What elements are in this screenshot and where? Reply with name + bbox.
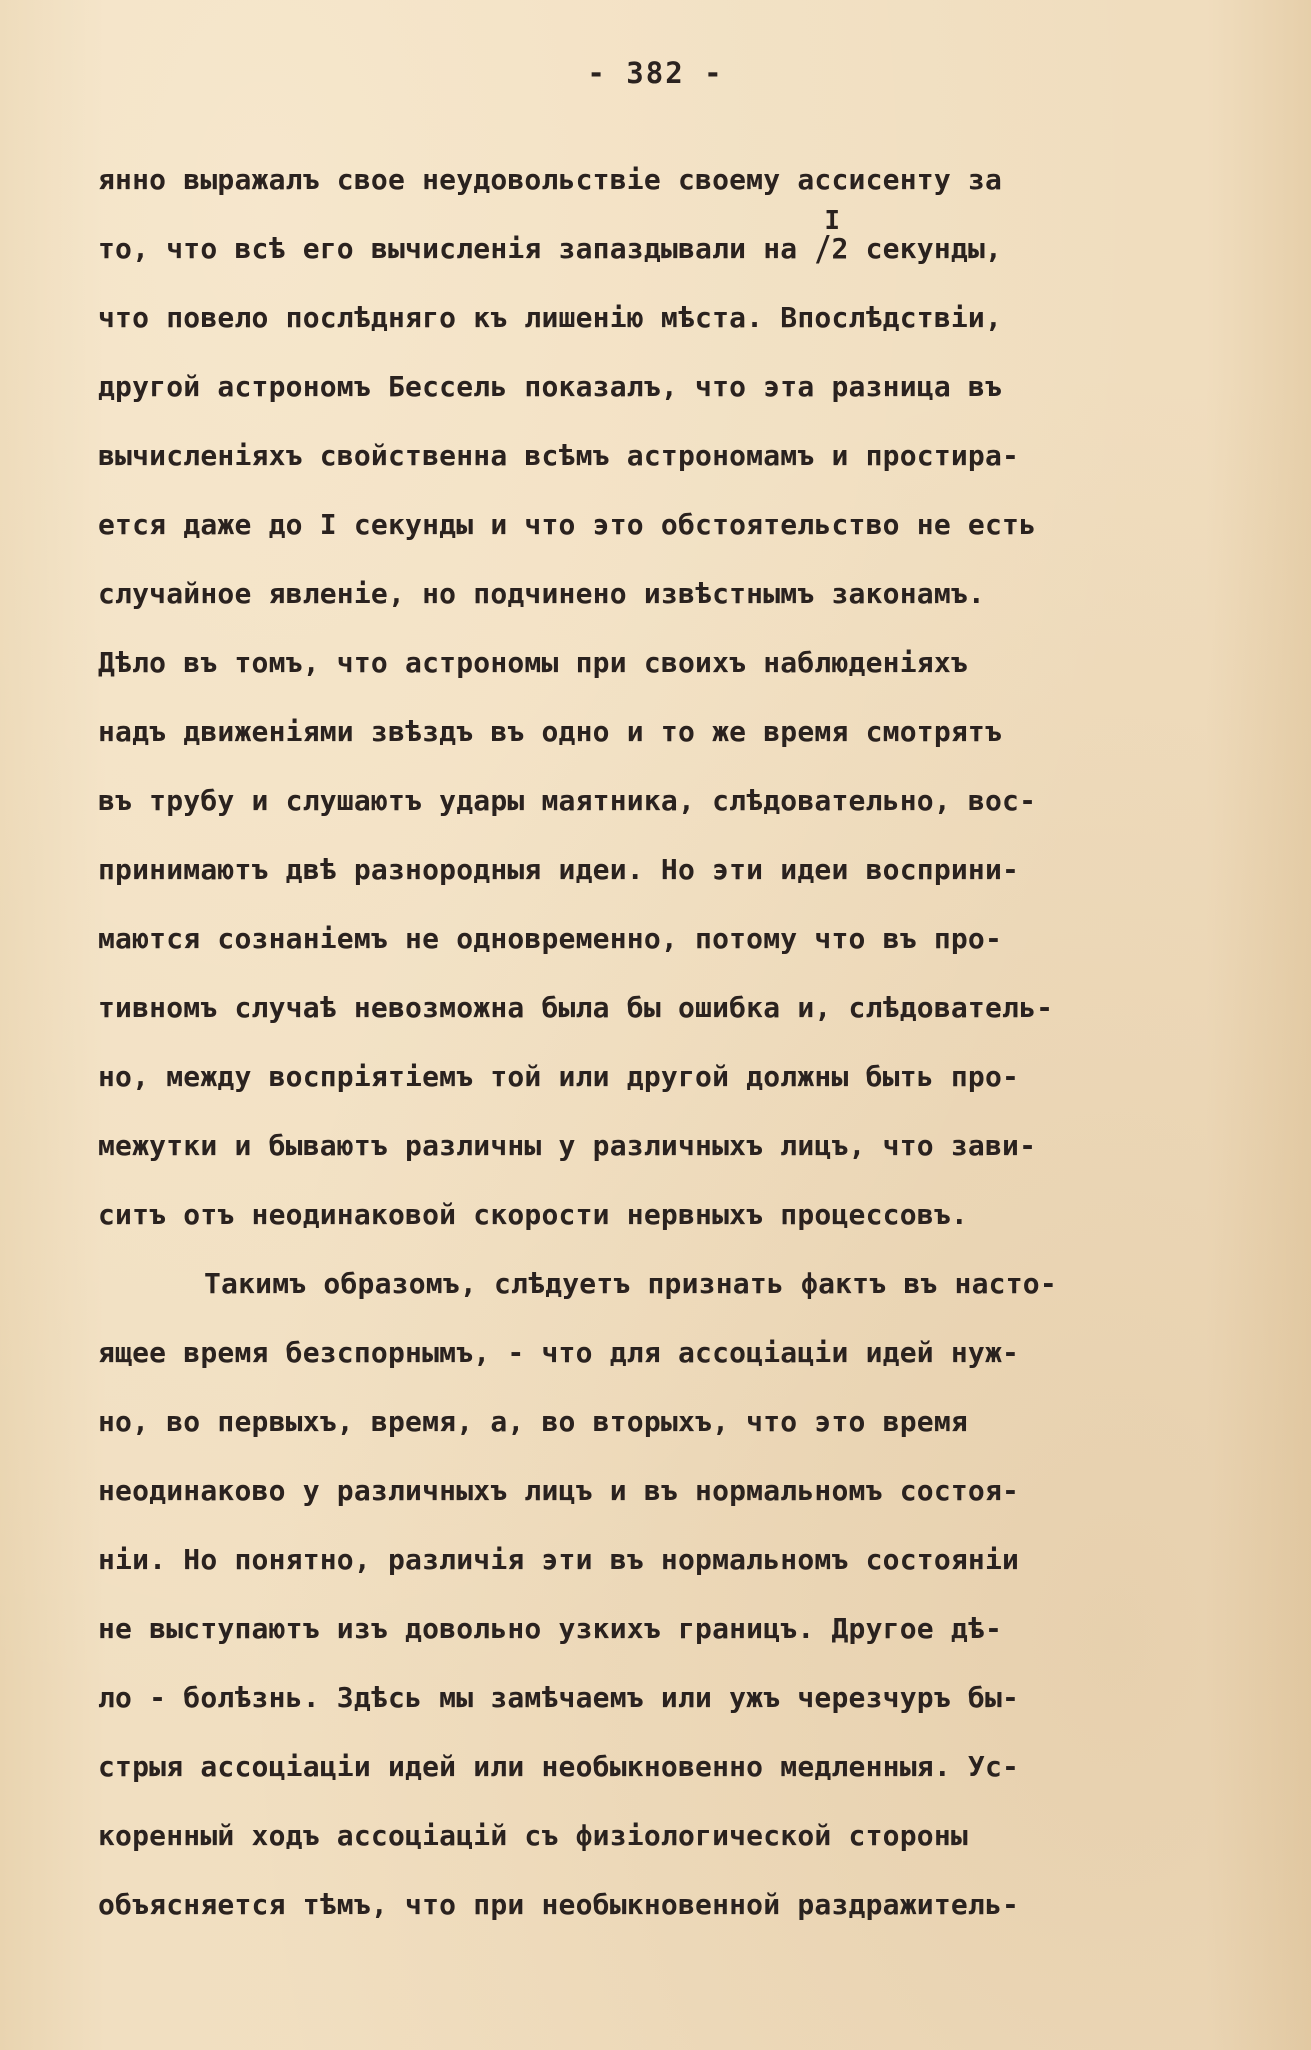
text-line-11: принимаютъ двѣ разнородныя идеи. Но эти идеи восприни- (98, 853, 1020, 886)
text-line-6: ется даже до I секунды и что это обстоятельство не есть (98, 508, 1037, 541)
text-line-13: тивномъ случаѣ невозможна была бы ошибка и, слѣдователь- (98, 991, 1054, 1024)
text-line-9: надъ движеніями звѣздъ въ одно и то же время смотрятъ (98, 715, 1003, 748)
text-line-22: не выступаютъ изъ довольно узкихъ границъ. Другое дѣ- (98, 1612, 1003, 1645)
text-line-2-start: то, что всѣ его вычисленія запаздывали на (98, 232, 798, 265)
text-line-5: вычисленіяхъ свойственна всѣмъ астрономамъ и простира- (98, 439, 1020, 472)
text-line-23: ло - болѣзнь. Здѣсь мы замѣчаемъ или ужъ черезчуръ бы- (98, 1681, 1020, 1714)
fraction-half (814, 206, 849, 269)
text-line-3: что повело послѣдняго къ лишенію мѣста. Впослѣдствіи, (98, 301, 1003, 334)
text-line-2-end: секунды, (848, 232, 1003, 265)
text-line-10: въ трубу и слушаютъ удары маятника, слѣдовательно, вос- (98, 784, 1037, 817)
fraction-denominator: 2 (831, 232, 849, 265)
text-line-12: маются сознаніемъ не одновременно, потому что въ про- (98, 922, 1003, 955)
text-line-1: янно выражалъ свое неудовольствіе своему ассисенту за (98, 163, 1003, 196)
text-line-25: коренный ходъ ассоціацій съ физіологической стороны (98, 1819, 968, 1852)
page-number: - 382 - (587, 56, 724, 90)
text-line-20: неодинаково у различныхъ лицъ и въ нормальномъ состоя- (98, 1474, 1020, 1507)
text-line-24: стрыя ассоціаціи идей или необыкновенно медленныя. Ус- (98, 1750, 1020, 1783)
fraction-numerator: I (824, 206, 841, 236)
text-line-2 (98, 206, 1248, 298)
text-line-16: ситъ отъ неодинаковой скорости нервныхъ процессовъ. (98, 1198, 968, 1231)
text-line-4: другой астрономъ Бессель показалъ, что эта разница въ (98, 370, 1003, 403)
text-line-18: ящее время безспорнымъ, - что для ассоціаціи идей нуж- (98, 1336, 1020, 1369)
fraction-slash: / (814, 227, 832, 269)
text-line-26: объясняется тѣмъ, что при необыкновенной раздражитель- (98, 1888, 1020, 1921)
text-line-21: ніи. Но понятно, различія эти въ нормальномъ состояніи (98, 1543, 1020, 1576)
text-line-15: межутки и бываютъ различны у различныхъ лицъ, что зави- (98, 1129, 1037, 1162)
text-line-8: Дѣло въ томъ, что астрономы при своихъ наблюденіяхъ (98, 646, 968, 679)
text-line-7: случайное явленіе, но подчинено извѣстнымъ законамъ. (98, 577, 985, 610)
text-line-14: но, между воспріятіемъ той или другой должны быть про- (98, 1060, 1020, 1093)
text-line-17-paragraph-start: Такимъ образомъ, слѣдуетъ признать фактъ въ насто- (204, 1267, 1057, 1300)
body-text (98, 160, 1248, 1954)
text-line-19: но, во первыхъ, время, а, во вторыхъ, что это время (98, 1405, 968, 1438)
